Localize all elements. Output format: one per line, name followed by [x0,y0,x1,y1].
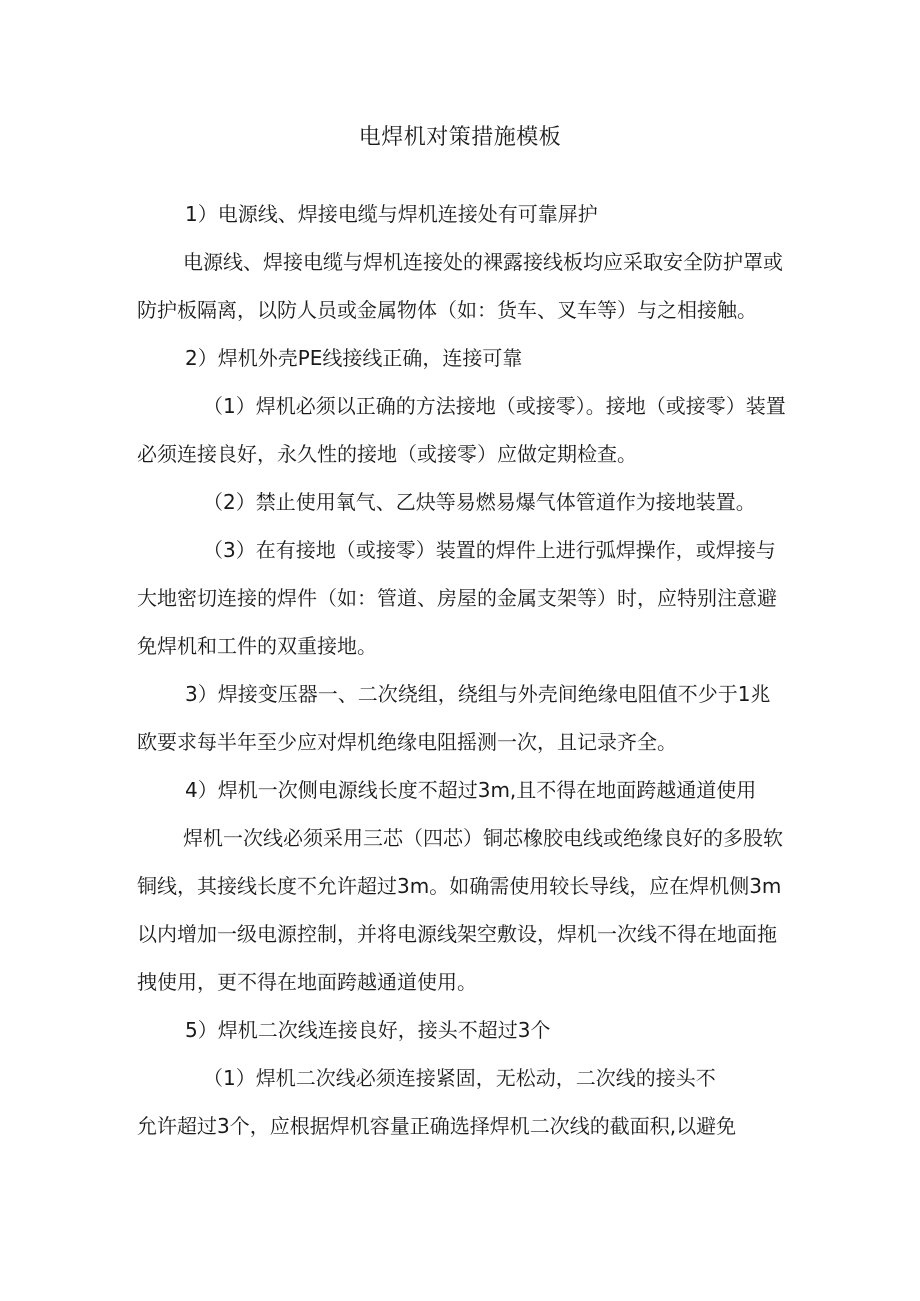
section-4-heading: 4）焊机一次侧电源线长度不超过3m,且不得在地面跨越通道使用 [185,778,757,802]
section-3-paragraph: 3）焊接变压器一、二次绕组，绕组与外壳间绝缘电阻值不少于1兆欧要求每半年至少应对焊机绝缘电阻摇测一次，且记录齐全。 [137,682,771,754]
section-1-heading: 1）电源线、焊接电缆与焊机连接处有可靠屏护 [185,202,598,226]
section-5-heading: 5）焊机二次线连接良好，接头不超过3个 [185,1018,551,1042]
section-2-item-3: （3）在有接地（或接零）装置的焊件上进行弧焊操作，或焊接与大地密切连接的焊件（如：管道、房屋的金属支架等）时，应特别注意避免焊机和工件的双重接地。 [137,538,777,658]
section-5-item-1-line-2: 允许超过3个，应根据焊机容量正确选择焊机二次线的截面积,以避免 [137,1114,737,1138]
document-title: 电焊机对策措施模板 [358,125,562,150]
section-2-heading: 2）焊机外壳PE线接线正确，连接可靠 [185,346,523,370]
section-1-paragraph: 电源线、焊接电缆与焊机连接处的裸露接线板均应采取安全防护罩或防护板隔离，以防人员或金属物体（如：货车、叉车等）与之相接触。 [137,250,783,322]
section-5-item-1-line-1: （1）焊机二次线必须连接紧固，无松动，二次线的接头不 [203,1066,716,1090]
section-4-paragraph: 焊机一次线必须采用三芯（四芯）铜芯橡胶电线或绝缘良好的多股软铜线，其接线长度不允许超过3m。如确需使用较长导线，应在焊机侧3m以内增加一级电源控制，并将电源线架空敷设，焊机一次线不得在地面拖拽使用，更不得在地面跨越通道使用。 [137,826,783,994]
section-2-item-1: （1）焊机必须以正确的方法接地（或接零）。接地（或接零）装置必须连接良好，永久性的接地（或接零）应做定期检查。 [137,394,786,466]
document-body [137,190,787,1150]
section-2-item-2: （2）禁止使用氧气、乙炔等易燃易爆气体管道作为接地装置。 [203,490,756,514]
